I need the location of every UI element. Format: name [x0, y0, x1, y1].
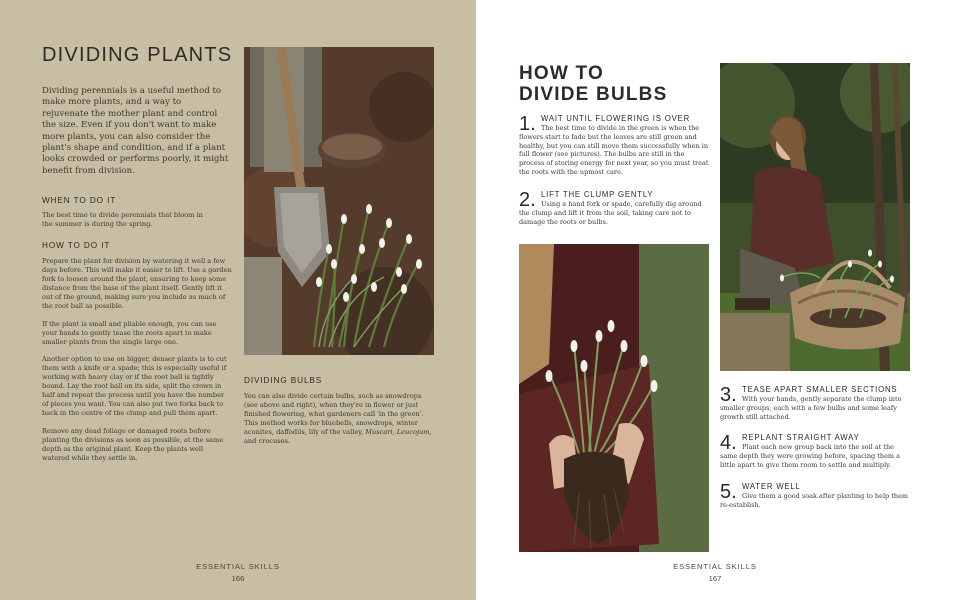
step-3-number: 3. — [720, 384, 737, 406]
how-paragraph-4: Remove any dead foliage or damaged roots before planting the divisions as soon as possible, at the same depth as the original plant. Keep the plants well watered while they settle in. — [42, 426, 224, 462]
right-footer-label: ESSENTIAL SKILLS — [673, 562, 757, 571]
photo-hands-clump — [519, 244, 709, 552]
step-4-number: 4. — [720, 432, 737, 454]
step-2-text: Using a hand fork or spade, carefully dig around the clump and lift it from the soil, taking care not to damage the roots or bulbs. — [519, 200, 702, 226]
step-1-heading: WAIT UNTIL FLOWERING IS OVER — [541, 114, 691, 123]
step-3-text: With your hands, gently separate the clump into smaller groups, each with a few bulbs and some leafy growth still attached. — [720, 395, 902, 421]
how-paragraph-2: If the plant is small and pliable enough, you can use your hands to gently tease the roots apart to make smaller plants from the single large one. — [42, 319, 217, 346]
how-to-do-it-heading: HOW TO DO IT — [42, 241, 111, 250]
step-4-text: Plant each new group back into the soil at the same depth they were growing before, spacing them a little apart to give them room to settle and multiply. — [720, 443, 901, 469]
how-paragraph-1: Prepare the plant for division by watering it well a few days before. This will make it easier to lift. Use a garden fork to loosen around the plant, ensuring to keep some distance from the base of the plant itself. Gently lift it out of the ground, making sure you include as much of the root ball as possible. — [42, 257, 232, 311]
step-4-heading: REPLANT STRAIGHT AWAY — [742, 433, 860, 442]
woman-kneeling-image — [720, 63, 910, 371]
spade-snowdrops-image — [244, 47, 434, 355]
step-2-number: 2. — [519, 189, 536, 211]
title-line-1: HOW TO — [519, 63, 604, 84]
right-footer — [657, 562, 773, 583]
step-5-text: Give them a good soak after planting to help them re-establish. — [720, 492, 909, 509]
page-title-dividing-plants: DIVIDING PLANTS — [42, 44, 233, 66]
dividing-bulbs-text: You can also divide certain bulbs, such as snowdrops (see above and right), when they're in flower or just finished flowering, what gardeners call 'in the green'. This method works for bluebells, snowdrops, winter aconites, daffodils, lily of the valley, Muscari, Leucojum, and crocuses. — [244, 392, 432, 446]
how-to-do-it-body — [42, 257, 232, 463]
step-5-heading: WATER WELL — [742, 482, 801, 491]
right-page-number: 167 — [708, 574, 722, 583]
step-1-text: The best time to divide in the green is when the flowers start to fade but the leaves are still green and healthy, but you can still move them successfully when in full flower (see pictures). The bulbs are still in the process of storing energy for next year, so you must treat the roots with the upmost care. — [519, 124, 709, 176]
step-3 — [720, 385, 910, 421]
intro-paragraph: Dividing perennials is a useful method to make more plants, and a way to rejuvenate the mother plant and control the size. Even if you don't want to make more plants, you can also consider the plant's shape and condition, and if a plant looks crowded or performs poorly, it might benefit from division. — [42, 86, 229, 176]
when-text: The best time to divide perennials that bloom in the summer is during the spring. — [42, 211, 203, 229]
how-paragraph-3: Another option to use on bigger, denser plants is to cut them with a knife or a spade; this is especially useful if working with heavy clay or if the root ball is tightly bound. Lay the root ball on its side, split the crown in half and repeat the process until you have the number of pieces you want. You can also put two forks back to back in the centre of the clump and pull them apart. — [42, 354, 227, 418]
left-footer-label: ESSENTIAL SKILLS — [196, 562, 280, 571]
title-line-2: DIVIDE BULBS — [519, 84, 668, 105]
dividing-bulbs-heading: DIVIDING BULBS — [244, 376, 323, 385]
step-5 — [720, 482, 910, 510]
step-5-number: 5. — [720, 481, 737, 503]
page-title-how-to-divide-bulbs — [519, 63, 667, 105]
photo-woman-kneeling — [720, 63, 910, 371]
left-footer — [180, 562, 296, 583]
dividing-bulbs-body — [244, 392, 432, 447]
when-to-do-it-heading: WHEN TO DO IT — [42, 196, 117, 205]
photo-spade-snowdrops — [244, 47, 434, 355]
when-to-do-it-text — [42, 211, 212, 229]
step-1-number: 1. — [519, 113, 536, 135]
left-page-number: 166 — [231, 574, 245, 583]
step-2 — [519, 190, 709, 226]
step-4 — [720, 433, 910, 469]
hands-clump-image — [519, 244, 709, 552]
step-1 — [519, 114, 709, 177]
step-3-heading: TEASE APART SMALLER SECTIONS — [742, 385, 898, 394]
step-2-heading: LIFT THE CLUMP GENTLY — [541, 190, 654, 199]
